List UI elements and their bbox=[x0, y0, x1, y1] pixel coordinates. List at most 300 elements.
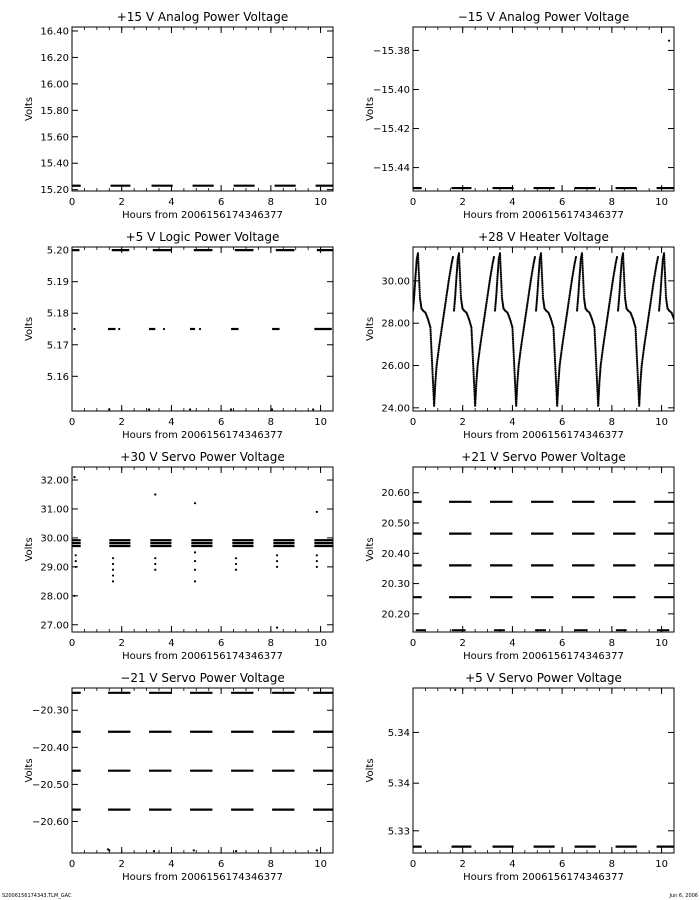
data-point bbox=[446, 291, 448, 293]
data-point bbox=[488, 283, 490, 285]
data-point bbox=[493, 256, 495, 258]
data-point bbox=[636, 357, 638, 359]
chart-panel-1 bbox=[24, 10, 333, 221]
data-point bbox=[517, 376, 519, 378]
data-point bbox=[532, 267, 534, 269]
data-point bbox=[459, 271, 461, 273]
data-point bbox=[513, 361, 515, 363]
y-tick-label: −20.50 bbox=[31, 779, 69, 791]
data-point bbox=[647, 315, 649, 317]
data-point bbox=[513, 365, 515, 367]
data-point bbox=[582, 267, 584, 269]
data-point bbox=[602, 345, 604, 347]
x-tick-label: 0 bbox=[409, 638, 417, 649]
data-point bbox=[480, 338, 482, 340]
x-tick-label: 2 bbox=[459, 417, 466, 428]
data-point bbox=[431, 365, 433, 367]
x-axis-label: Hours from 2006156174346377 bbox=[463, 872, 624, 883]
x-tick-label: 8 bbox=[608, 859, 616, 870]
data-point bbox=[619, 277, 621, 279]
data-point bbox=[571, 278, 573, 280]
data-point bbox=[648, 310, 650, 312]
data-point bbox=[517, 374, 519, 376]
data-point bbox=[594, 330, 596, 332]
data-point bbox=[636, 359, 638, 361]
data-point bbox=[454, 689, 456, 691]
data-point bbox=[459, 280, 461, 282]
data-point bbox=[570, 285, 572, 287]
y-tick-label: 20.50 bbox=[381, 518, 410, 530]
data-point bbox=[500, 276, 502, 278]
data-point bbox=[419, 292, 421, 294]
data-point bbox=[572, 270, 574, 272]
data-point bbox=[639, 379, 641, 381]
data-point bbox=[108, 408, 110, 410]
data-point bbox=[540, 263, 542, 265]
y-tick-label: −20.30 bbox=[31, 705, 69, 717]
data-point bbox=[497, 268, 499, 270]
y-axis-label: Volts bbox=[365, 96, 376, 122]
data-point bbox=[118, 328, 120, 330]
data-point bbox=[444, 304, 446, 306]
data-point bbox=[625, 629, 627, 631]
y-tick-label: 30.00 bbox=[40, 533, 69, 545]
data-point bbox=[523, 327, 525, 329]
data-point bbox=[583, 292, 585, 294]
data-point bbox=[636, 365, 638, 367]
data-point bbox=[660, 279, 662, 281]
data-point bbox=[414, 287, 416, 289]
data-point bbox=[235, 557, 237, 559]
data-point bbox=[537, 289, 539, 291]
data-point bbox=[654, 272, 656, 274]
data-point bbox=[644, 342, 646, 344]
x-tick-label: 4 bbox=[168, 197, 175, 208]
data-point bbox=[235, 569, 237, 571]
x-tick-label: 2 bbox=[459, 638, 466, 649]
data-point bbox=[557, 393, 559, 395]
data-point bbox=[623, 273, 625, 275]
data-point bbox=[532, 265, 534, 267]
data-point bbox=[603, 342, 605, 344]
data-point bbox=[562, 342, 564, 344]
data-point bbox=[433, 399, 435, 401]
data-point bbox=[597, 405, 599, 407]
data-point bbox=[623, 280, 625, 282]
data-point bbox=[476, 372, 478, 374]
data-point bbox=[432, 382, 434, 384]
data-point bbox=[602, 343, 604, 345]
data-point bbox=[432, 378, 434, 380]
data-point bbox=[553, 345, 555, 347]
data-point bbox=[541, 278, 543, 280]
data-point bbox=[514, 380, 516, 382]
data-point bbox=[614, 265, 616, 267]
data-point bbox=[73, 328, 75, 330]
data-point bbox=[415, 270, 417, 272]
chart-title: −15 V Analog Power Voltage bbox=[457, 10, 630, 24]
x-tick-label: 2 bbox=[118, 859, 125, 870]
data-point bbox=[479, 343, 481, 345]
data-point bbox=[558, 372, 560, 374]
data-point bbox=[432, 384, 434, 386]
data-point bbox=[665, 290, 667, 292]
x-axis-label: Hours from 2006156174346377 bbox=[463, 651, 624, 662]
data-point bbox=[594, 341, 596, 343]
data-point bbox=[557, 379, 559, 381]
data-point bbox=[501, 288, 503, 290]
data-point bbox=[636, 351, 638, 353]
data-point bbox=[415, 264, 417, 266]
data-point bbox=[582, 286, 584, 288]
data-point bbox=[460, 295, 462, 297]
data-point bbox=[573, 267, 575, 269]
data-point bbox=[541, 267, 543, 269]
data-point bbox=[622, 259, 624, 261]
data-point bbox=[556, 401, 558, 403]
data-point bbox=[569, 295, 571, 297]
data-point bbox=[537, 276, 539, 278]
x-axis-label: Hours from 2006156174346377 bbox=[463, 210, 624, 221]
data-point bbox=[526, 302, 528, 304]
data-point bbox=[489, 280, 491, 282]
data-point bbox=[437, 351, 439, 353]
data-point bbox=[449, 274, 451, 276]
data-point bbox=[530, 280, 532, 282]
data-point bbox=[194, 502, 196, 504]
data-point bbox=[532, 268, 534, 270]
data-point bbox=[486, 300, 488, 302]
data-point bbox=[496, 276, 498, 278]
data-point bbox=[640, 374, 642, 376]
data-point bbox=[520, 347, 522, 349]
data-point bbox=[661, 262, 663, 264]
data-point bbox=[637, 382, 639, 384]
data-point bbox=[622, 254, 624, 256]
data-point bbox=[482, 323, 484, 325]
data-point bbox=[540, 259, 542, 261]
data-point bbox=[491, 268, 493, 270]
data-point bbox=[660, 276, 662, 278]
data-point bbox=[559, 362, 561, 364]
data-point bbox=[475, 389, 477, 391]
x-tick-label: 2 bbox=[118, 417, 125, 428]
chart-title: +30 V Servo Power Voltage bbox=[120, 450, 285, 464]
data-point bbox=[553, 341, 555, 343]
data-point bbox=[500, 282, 502, 284]
data-point bbox=[623, 269, 625, 271]
data-point bbox=[513, 353, 515, 355]
y-tick-label: 15.20 bbox=[40, 185, 69, 197]
data-point bbox=[471, 349, 473, 351]
data-point bbox=[577, 295, 579, 297]
data-point bbox=[271, 408, 273, 410]
data-point bbox=[639, 391, 641, 393]
data-point bbox=[448, 276, 450, 278]
data-point bbox=[622, 263, 624, 265]
data-point bbox=[579, 264, 581, 266]
data-point bbox=[500, 267, 502, 269]
data-point bbox=[611, 281, 613, 283]
data-point bbox=[659, 291, 661, 293]
data-point bbox=[473, 380, 475, 382]
data-point bbox=[573, 268, 575, 270]
data-point bbox=[639, 385, 641, 387]
x-tick-label: 4 bbox=[168, 638, 175, 649]
data-point bbox=[491, 267, 493, 269]
data-point bbox=[595, 361, 597, 363]
data-point bbox=[432, 376, 434, 378]
data-point bbox=[478, 355, 480, 357]
data-point bbox=[651, 293, 653, 295]
data-point bbox=[612, 276, 614, 278]
data-point bbox=[472, 353, 474, 355]
x-tick-label: 10 bbox=[314, 859, 327, 870]
data-point bbox=[199, 328, 201, 330]
data-point bbox=[603, 340, 605, 342]
data-point bbox=[661, 266, 663, 268]
data-point bbox=[646, 328, 648, 330]
data-point bbox=[474, 397, 476, 399]
data-point bbox=[538, 274, 540, 276]
data-point bbox=[598, 387, 600, 389]
y-tick-label: 16.20 bbox=[40, 52, 69, 64]
data-point bbox=[635, 349, 637, 351]
data-point bbox=[447, 287, 449, 289]
data-point bbox=[497, 262, 499, 264]
data-point bbox=[415, 262, 417, 264]
data-point bbox=[565, 315, 567, 317]
data-point bbox=[496, 287, 498, 289]
data-point bbox=[194, 580, 196, 582]
data-point bbox=[516, 379, 518, 381]
data-point bbox=[643, 345, 645, 347]
data-point bbox=[637, 376, 639, 378]
data-point bbox=[519, 353, 521, 355]
data-point bbox=[529, 283, 531, 285]
data-point bbox=[501, 295, 503, 297]
data-point bbox=[73, 476, 75, 478]
data-point bbox=[609, 296, 611, 298]
data-point bbox=[618, 295, 620, 297]
data-point bbox=[488, 281, 490, 283]
data-point bbox=[538, 264, 540, 266]
data-point bbox=[111, 462, 113, 464]
data-point bbox=[514, 384, 516, 386]
data-point bbox=[478, 357, 480, 359]
data-point bbox=[544, 629, 546, 631]
data-point bbox=[448, 278, 450, 280]
data-point bbox=[623, 267, 625, 269]
data-point bbox=[437, 355, 439, 357]
data-point bbox=[618, 293, 620, 295]
y-tick-label: −20.40 bbox=[31, 742, 69, 754]
data-point bbox=[636, 361, 638, 363]
data-point bbox=[472, 363, 474, 365]
data-point bbox=[597, 399, 599, 401]
data-point bbox=[647, 321, 649, 323]
data-point bbox=[573, 265, 575, 267]
data-point bbox=[570, 287, 572, 289]
data-point bbox=[639, 395, 641, 397]
data-point bbox=[479, 347, 481, 349]
data-point bbox=[655, 268, 657, 270]
data-point bbox=[520, 345, 522, 347]
data-point bbox=[526, 308, 528, 310]
data-point bbox=[476, 370, 478, 372]
data-point bbox=[655, 265, 657, 267]
data-point bbox=[554, 365, 556, 367]
data-point bbox=[515, 405, 517, 407]
x-tick-label: 6 bbox=[217, 197, 225, 208]
data-point bbox=[500, 280, 502, 282]
data-point bbox=[512, 335, 514, 337]
data-point bbox=[418, 271, 420, 273]
data-point bbox=[154, 563, 156, 565]
data-point bbox=[430, 349, 432, 351]
data-point bbox=[472, 357, 474, 359]
data-point bbox=[561, 349, 563, 351]
data-point bbox=[610, 293, 612, 295]
data-point bbox=[606, 317, 608, 319]
data-point bbox=[582, 273, 584, 275]
data-point bbox=[515, 401, 517, 403]
data-point bbox=[568, 296, 570, 298]
data-point bbox=[664, 267, 666, 269]
data-point bbox=[557, 381, 559, 383]
data-point bbox=[456, 262, 458, 264]
data-point bbox=[418, 276, 420, 278]
data-point bbox=[489, 276, 491, 278]
data-point bbox=[276, 566, 278, 568]
data-point bbox=[553, 332, 555, 334]
data-point bbox=[649, 308, 651, 310]
data-point bbox=[513, 359, 515, 361]
data-point bbox=[647, 317, 649, 319]
data-point bbox=[563, 332, 565, 334]
data-point bbox=[581, 252, 583, 254]
chart-title: +28 V Heater Voltage bbox=[478, 230, 609, 244]
data-point bbox=[472, 365, 474, 367]
data-point bbox=[455, 285, 457, 287]
data-point bbox=[556, 399, 558, 401]
data-point bbox=[108, 849, 110, 851]
data-point bbox=[444, 306, 446, 308]
data-point bbox=[513, 355, 515, 357]
data-point bbox=[443, 312, 445, 314]
data-point bbox=[513, 351, 515, 353]
data-point bbox=[433, 401, 435, 403]
data-point bbox=[524, 319, 526, 321]
data-point bbox=[604, 330, 606, 332]
data-point bbox=[608, 304, 610, 306]
data-point bbox=[512, 337, 514, 339]
data-point bbox=[500, 273, 502, 275]
data-point bbox=[579, 266, 581, 268]
data-point bbox=[530, 278, 532, 280]
y-tick-label: 32.00 bbox=[40, 475, 69, 487]
data-point bbox=[525, 310, 527, 312]
data-point bbox=[660, 281, 662, 283]
x-tick-label: 0 bbox=[68, 859, 76, 870]
data-point bbox=[646, 325, 648, 327]
data-point bbox=[566, 312, 568, 314]
data-point bbox=[565, 321, 567, 323]
data-point bbox=[557, 383, 559, 385]
data-point bbox=[434, 385, 436, 387]
data-point bbox=[594, 332, 596, 334]
data-point bbox=[442, 315, 444, 317]
data-point bbox=[594, 347, 596, 349]
data-point bbox=[512, 332, 514, 334]
data-layer bbox=[72, 462, 333, 629]
data-point bbox=[582, 271, 584, 273]
data-point bbox=[538, 266, 540, 268]
data-point bbox=[581, 261, 583, 263]
data-point bbox=[637, 378, 639, 380]
data-point bbox=[599, 378, 601, 380]
data-point bbox=[664, 265, 666, 267]
data-point bbox=[649, 306, 651, 308]
data-point bbox=[499, 263, 501, 265]
data-point bbox=[529, 285, 531, 287]
data-point bbox=[527, 295, 529, 297]
data-point bbox=[660, 285, 662, 287]
data-point bbox=[434, 393, 436, 395]
data-point bbox=[459, 288, 461, 290]
data-point bbox=[579, 272, 581, 274]
data-point bbox=[599, 372, 601, 374]
x-tick-label: 4 bbox=[509, 417, 516, 428]
data-point bbox=[442, 319, 444, 321]
data-point bbox=[554, 357, 556, 359]
data-point bbox=[673, 318, 675, 320]
data-point bbox=[154, 569, 156, 571]
data-point bbox=[276, 627, 278, 629]
data-point bbox=[606, 321, 608, 323]
data-point bbox=[472, 359, 474, 361]
data-point bbox=[154, 493, 156, 495]
data-point bbox=[480, 342, 482, 344]
y-tick-label: 20.60 bbox=[381, 488, 410, 500]
data-point bbox=[598, 383, 600, 385]
data-point bbox=[449, 272, 451, 274]
data-point bbox=[455, 277, 457, 279]
data-point bbox=[542, 290, 544, 292]
data-point bbox=[582, 284, 584, 286]
data-point bbox=[612, 280, 614, 282]
data-point bbox=[541, 273, 543, 275]
data-point bbox=[665, 292, 667, 294]
y-tick-label: 5.20 bbox=[46, 245, 69, 257]
data-point bbox=[558, 366, 560, 368]
data-point bbox=[433, 403, 435, 405]
data-point bbox=[518, 364, 520, 366]
data-point bbox=[600, 364, 602, 366]
data-point bbox=[582, 282, 584, 284]
data-point bbox=[414, 283, 416, 285]
data-point bbox=[582, 280, 584, 282]
data-point bbox=[436, 364, 438, 366]
data-point bbox=[514, 378, 516, 380]
data-point bbox=[596, 374, 598, 376]
data-point bbox=[562, 336, 564, 338]
data-point bbox=[512, 347, 514, 349]
data-point bbox=[652, 281, 654, 283]
data-point bbox=[613, 272, 615, 274]
data-point bbox=[622, 252, 624, 254]
data-point bbox=[497, 274, 499, 276]
